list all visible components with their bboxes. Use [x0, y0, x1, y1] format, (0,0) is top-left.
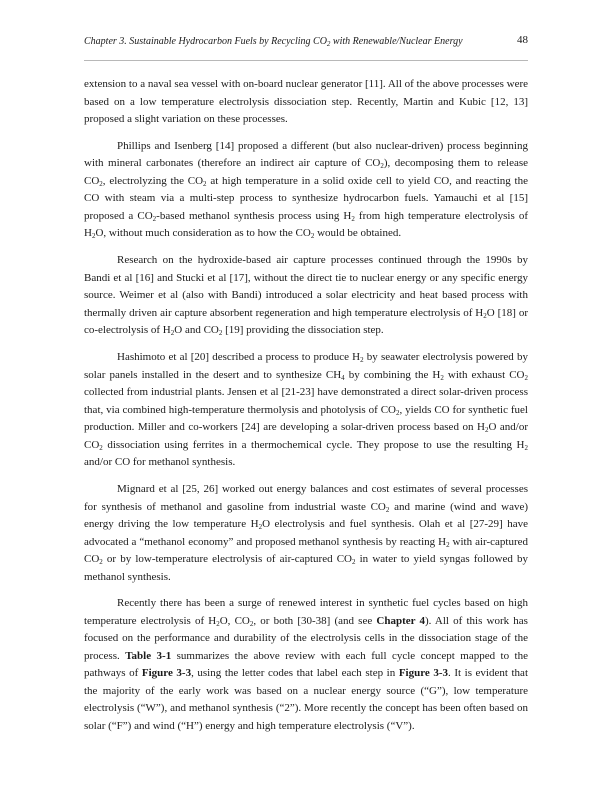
paragraph-4: Hashimoto et al [20] described a process to produce $H_2$ by seawater electrolysis powered by solar panels installed in the desert and to synthesize $CH_4$ by combining the $H_2$ with exhaust $CO_2$ collected from industrial plants. Jensen et al [21-23] have demonstrated a direct solar-driven process that, via combined high-temperature thermolysis and photolysis of $CO_2$, yields CO for synthetic fuel production. Miller and co-workers [24] are developing a solar-driven process based on $H_2O$ and/or $CO_2$ dissociation using ferrites in a thermochemical cycle. They propose to use the resulting $H_2$ and/or CO for methanol synthesis. — [84, 351, 529, 469]
page-number: 48 — [517, 34, 528, 46]
table-3-1-ref: Table 3-1 — [125, 649, 172, 662]
paragraph-2: Phillips and Isenberg [14] proposed a different (but also nuclear-driven) process beginning with mineral carbonates (therefore an indirect air capture of $CO_2$), decomposing them to release $CO_2$, electrolyzing the $CO_2$ at high temperature in a solid oxide cell to yield CO, and reacting the CO with steam via a multi-step process to synthesize hydrocarbon fuels. Yamauchi et al [15] proposed a $CO_2$-based methanol synthesis process using $H_2$ from high temperature electrolysis of $H_2O$, without much consideration as to how the $CO_2$ would be obtained. — [84, 139, 528, 241]
paragraph-1: extension to a naval sea vessel with on-board nuclear generator [11]. All of the above processes were based on a low temperature electrolysis dissociation step. Recently, Martin and Kubic [12, 13] proposed a slight variation on these processes. — [84, 78, 529, 125]
paragraph-6: Recently there has been a surge of renewed interest in synthetic fuel cycles based on high temperature electrolysis of $H_2O$, $CO_2$, or both [30-38] (and see Chapter 4). All of this work has focused on the performance and durability of the electrolysis cells in the dissociation stage of the process. Table 3-1 summarizes the above review with each full cycle concept mapped to the pathways of Figure 3-3, using the letter codes that label each step in Figure 3-3. It is evident that the majority of the early work was based on a nuclear energy source (“G”), low temperature electrolysis (“W”), and methanol synthesis (“2”). More recently the concept has been often based on solar (“F”) and wind (“H”) energy and high temperature electrolysis (“V”). — [84, 597, 528, 732]
paragraph-5: Mignard et al [25, 26] worked out energy balances and cost estimates of several processes for synthesis of methanol and gasoline from industrial waste $CO_2$ and marine (wind and wave) energy driving the low temperature $H_2O$ electrolysis and fuel synthesis. Olah et al [27-29] have advocated a “methanol economy” and proposed methanol synthesis by reacting $H_2$ with air-captured $CO_2$ or by low-temperature electrolysis of air-captured $CO_2$ in water to yield syngas followed by methanol synthesis. — [84, 483, 528, 583]
figure-3-3-ref: Figure 3-3 — [398, 667, 449, 680]
running-header — [84, 34, 528, 52]
paragraph-3: Research on the hydroxide-based air capture processes continued through the 1990s by Bandi et al [16] and Stucki et al [17], without the direct tie to nuclear energy or any specific energy source. Weimer et al (also with Bandi) introduced a solar electricity and heat based process with thermally driven air capture absorbent regeneration and high temperature electrolysis of $H_2O$ [18] or co-electrolysis of $H_2O$ and $CO_2$ [19] providing the dissociation step. — [84, 254, 529, 338]
chapter-title: Chapter 3. Sustainable Hydrocarbon Fuels by Recycling $CO_2$ with Renewable/Nuclear Energy — [84, 36, 463, 48]
body-text — [84, 76, 528, 745]
chapter-4-ref: Chapter 4 — [376, 614, 425, 627]
figure-3-3-ref: Figure 3-3 — [141, 667, 192, 680]
header-rule — [84, 60, 528, 61]
